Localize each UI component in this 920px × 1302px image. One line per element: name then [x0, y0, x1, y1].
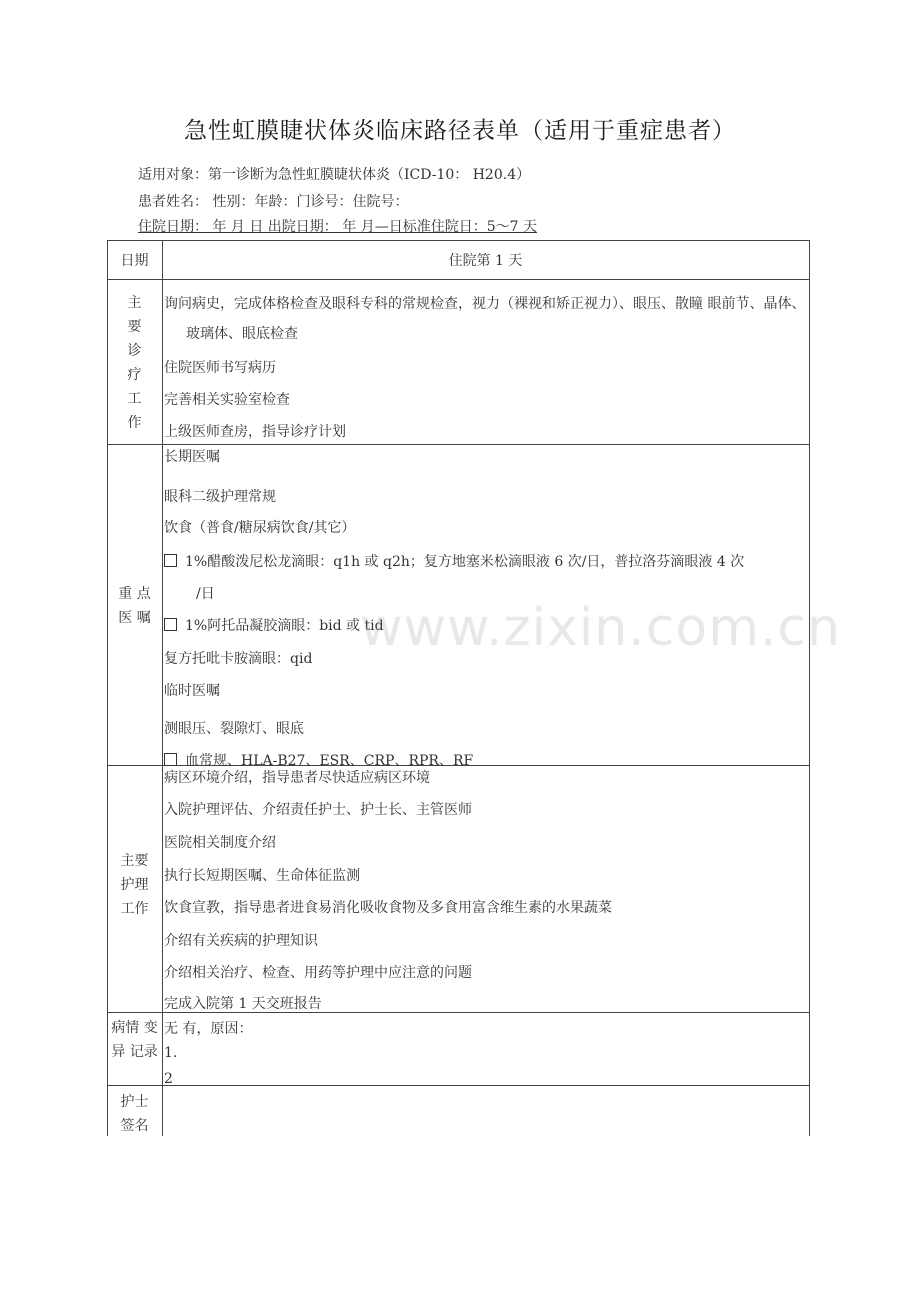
- order-item: 眼科二级护理常规: [164, 489, 276, 505]
- checkbox[interactable]: [164, 753, 177, 766]
- order-item-continued: /日: [196, 586, 215, 602]
- nursing-item: 执行长短期医嘱、生命体征监测: [164, 868, 360, 884]
- row-divider: [107, 279, 810, 280]
- table-top-border: [107, 240, 810, 241]
- hospital-dates-line: 住院日期： 年 月 日 出院日期： 年 月—日标准住院日：5～7 天: [138, 219, 537, 235]
- row-divider: [107, 1085, 810, 1086]
- nursing-label: 主要 护理 工作: [120, 853, 149, 917]
- orders-label: 重 点 医 嘱: [118, 586, 151, 626]
- signature-label: 护士 签名: [120, 1094, 149, 1134]
- table-right-border: [809, 240, 810, 1136]
- order-section-long-term: 长期医嘱: [164, 449, 220, 465]
- diagnosis-item: 完善相关实验室检查: [164, 392, 290, 408]
- row-divider: [107, 444, 810, 445]
- nursing-item: 入院护理评估、介绍责任护士、护士长、主管医师: [164, 802, 472, 818]
- day-label: 住院第 1 天: [448, 253, 523, 269]
- nursing-item: 介绍相关治疗、检查、用药等护理中应注意的问题: [164, 965, 472, 981]
- order-item: 复方托吡卡胺滴眼：qid: [164, 651, 313, 667]
- date-label: 日期: [120, 253, 149, 269]
- patient-info-line: 患者姓名： 性别：年龄：门诊号：住院号：: [138, 194, 409, 210]
- diagnosis-item: 上级医师查房，指导诊疗计划: [164, 424, 346, 440]
- nursing-item: 介绍有关疾病的护理知识: [164, 933, 318, 949]
- order-item: 测眼压、裂隙灯、眼底: [164, 721, 304, 737]
- checkbox[interactable]: [164, 554, 177, 567]
- watermark: www.zixin.com.cn: [360, 598, 841, 658]
- order-item: 饮食（普食/糖尿病饮食/其它）: [164, 520, 356, 536]
- variance-label: 病情 变 异 记录: [111, 1020, 158, 1060]
- form-title: 急性虹膜睫状体炎临床路径表单（适用于重症患者）: [184, 118, 736, 144]
- nursing-item: 完成入院第 1 天交班报告: [164, 996, 322, 1012]
- order-section-temporary: 临时医嘱: [164, 683, 220, 699]
- variance-item: 1.: [164, 1045, 178, 1061]
- order-item-checkbox: 1%醋酸泼尼松龙滴眼：q1h 或 q2h；复方地塞米松滴眼液 6 次/日，普拉洛芬滴眼液 4 次: [164, 551, 744, 571]
- variance-item: 2: [164, 1071, 173, 1084]
- order-item-checkbox: 1%阿托品凝胶滴眼：bid 或 tid: [164, 615, 384, 635]
- nursing-item: 病区环境介绍，指导患者尽快适应病区环境: [164, 770, 430, 786]
- signature-field[interactable]: [164, 1095, 804, 1131]
- diagnosis-label: 主 要 诊 疗 工 作: [127, 295, 142, 431]
- order-item-checkbox: 血常规、HLA-B27、ESR、CRP、RPR、RF: [164, 750, 473, 770]
- nursing-item: 饮食宣教，指导患者进食易消化吸收食物及多食用富含维生素的水果蔬菜: [164, 900, 612, 916]
- column-divider: [162, 240, 163, 1136]
- variance-reason: 无 有，原因：: [164, 1021, 253, 1037]
- diagnosis-item: 住院医师书写病历: [164, 360, 276, 376]
- checkbox[interactable]: [164, 618, 177, 631]
- diagnosis-item: 询问病史，完成体格检查及眼科专科的常规检查，视力（裸视和矫正视力）、眼压、散瞳 眼前节、晶体、玻璃体、眼底检查: [164, 296, 806, 342]
- nursing-item: 医院相关制度介绍: [164, 835, 276, 851]
- applicable-target: 适用对象：第一诊断为急性虹膜睫状体炎（ICD-10： H20.4）: [138, 167, 531, 183]
